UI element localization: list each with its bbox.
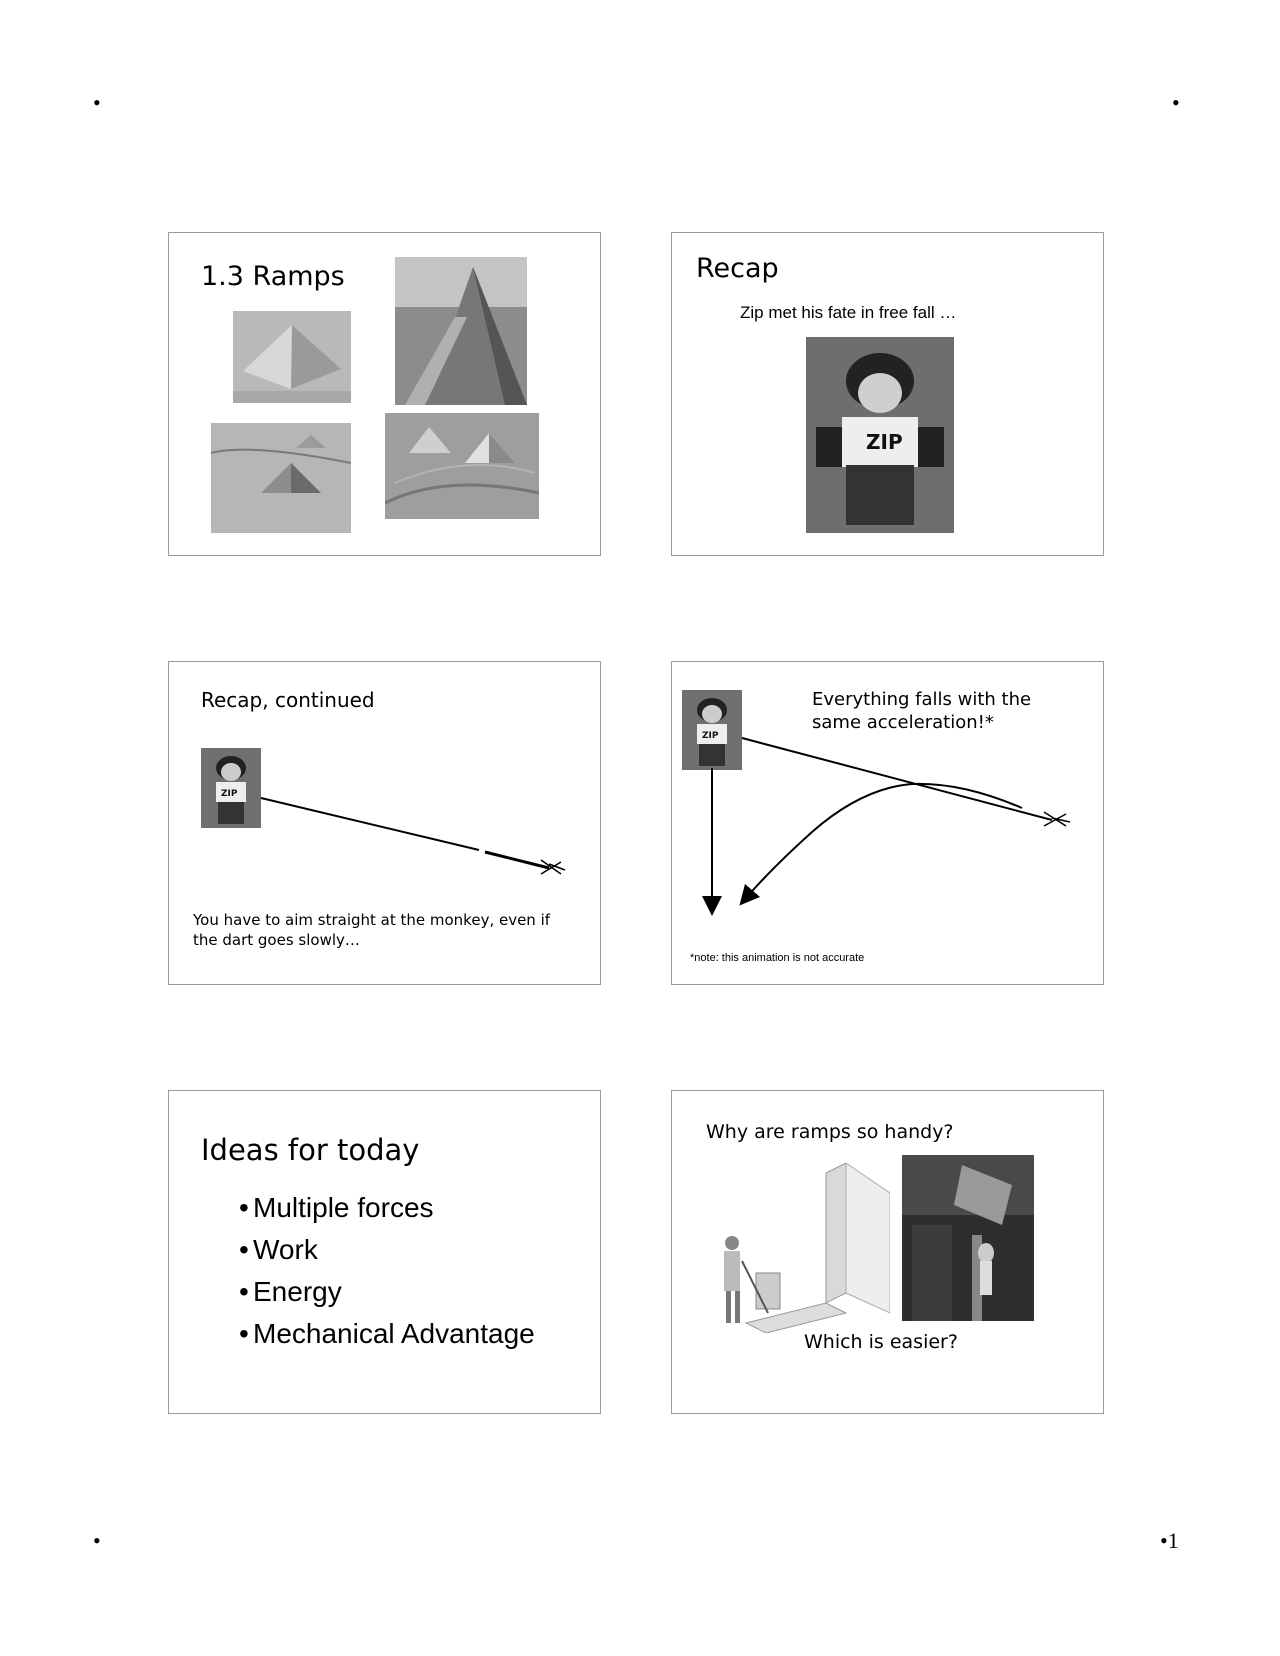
bullet-item: • Mechanical Advantage (239, 1313, 535, 1355)
slide-text: Everything falls with the same acceleration!* (812, 689, 1032, 733)
svg-text:ZIP: ZIP (866, 430, 903, 454)
slide-title: Recap, continued (201, 688, 375, 712)
zip-monkey-photo (806, 337, 954, 533)
slide-title: Why are ramps so handy? (706, 1121, 954, 1143)
corner-mark-top-right: • (1172, 90, 1180, 115)
slide-4-falls (671, 661, 1104, 985)
svg-text:ZIP: ZIP (702, 731, 719, 741)
slide-subtitle: Zip met his fate in free fall … (740, 303, 957, 322)
slide-caption: Which is easier? (804, 1331, 958, 1353)
slide-6-ramps-handy (671, 1090, 1104, 1414)
hand-truck-ramp-illustration (706, 1163, 890, 1333)
pyramid-satellite-photo (211, 423, 351, 533)
slide-title: 1.3 Ramps (201, 261, 345, 292)
fall-trajectory-diagram (672, 662, 1104, 985)
corner-mark-bottom-left: • (93, 1528, 101, 1553)
ladder-lift-photo (902, 1155, 1034, 1321)
slide-title: Ideas for today (201, 1133, 420, 1167)
bullet-item: • Multiple forces (239, 1187, 535, 1229)
pyramid-aerial-photo (233, 311, 351, 403)
slide-1-ramps (168, 232, 601, 556)
pyramid-ramp-illustration (395, 257, 527, 405)
corner-mark-top-left: • (93, 90, 101, 115)
slide-2-recap (671, 232, 1104, 556)
slide-note: *note: this animation is not accurate (690, 952, 865, 964)
bullet-list (239, 1187, 535, 1355)
page-number: •1 (1160, 1528, 1179, 1553)
slide-5-ideas (168, 1090, 601, 1414)
bullet-item: • Work (239, 1229, 535, 1271)
pyramid-complex-diagram (385, 413, 539, 519)
bullet-item: • Energy (239, 1271, 535, 1313)
slide-3-recap-continued (168, 661, 601, 985)
svg-text:ZIP: ZIP (221, 789, 238, 799)
slide-caption: You have to aim straight at the monkey, even if the dart goes slowly… (193, 911, 551, 949)
slide-title: Recap (696, 253, 779, 284)
